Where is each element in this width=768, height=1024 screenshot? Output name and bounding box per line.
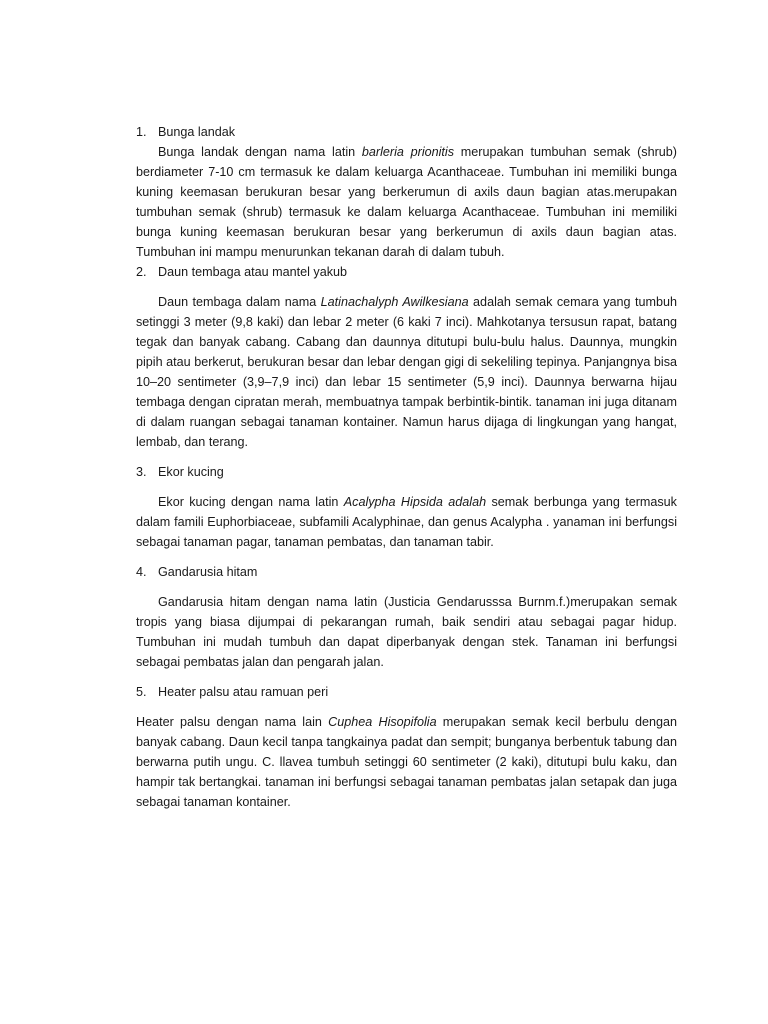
list-item-heading: Daun tembaga atau mantel yakub: [158, 265, 348, 279]
spacer: [136, 582, 677, 592]
list-item-number: 5.: [136, 685, 147, 699]
list-item-number: 1.: [136, 125, 147, 139]
list-item-number: 3.: [136, 465, 147, 479]
paragraph-text: Heater palsu dengan nama lain: [136, 715, 329, 729]
paragraph: [136, 142, 677, 262]
spacer: [136, 282, 677, 292]
spacer: [136, 672, 677, 682]
paragraph: [136, 592, 677, 672]
spacer: [136, 452, 677, 462]
paragraph-text: adalah semak cemara yang tumbuh setinggi 3 meter (9,8 kaki) dan lebar 2 meter (6 kaki 7 inci). Mahkotanya tersusun rapat, batang tegak dan banyak cabang. Cabang dan daunnya ditutupi bulu-bulu halus. Daunnya, mungkin pipih atau berkerut, berukuran besar dan lebar dengan gigi di sekeliling tepinya. Panjangnya bisa 10–20 sentimeter (3,9–7,9 inci) dan lebar 15 sentimeter (5,9 inci). Daunnya berwarna hijau tembaga dengan cipratan merah, membuatnya tampak berbintik-bintik. tanaman ini juga ditanam di dalam ruangan sebagai tanaman kontainer. Namun harus dijaga di lingkungan yang hangat, lembab, dan terang.: [136, 295, 678, 449]
paragraph-text: semak berbunga yang termasuk dalam famili Euphorbiaceae, subfamili Acalyphinae, dan genus Acalypha . yanaman ini berfungsi sebagai tanaman pagar, tanaman pembatas, dan tanaman tabir.: [136, 495, 677, 549]
latin-name: Acalypha Hipsida adalah: [343, 495, 487, 509]
list-item-title: [136, 262, 677, 282]
paragraph-text: Ekor kucing dengan nama latin: [158, 495, 344, 509]
paragraph-text: Daun tembaga dalam nama: [158, 295, 321, 309]
spacer: [136, 552, 677, 562]
list-item-title: [136, 462, 677, 482]
paragraph-text: Bunga landak dengan nama latin: [158, 145, 362, 159]
paragraph-text: merupakan tumbuhan semak (shrub) berdiameter 7-10 cm termasuk ke dalam keluarga Acanthaceae. Tumbuhan ini memiliki bunga kuning keemasan berukuran besar yang berkerumun di axils daun bagian atas.merupakan tumbuhan semak (shrub) termasuk ke dalam keluarga Acanthaceae. Tumbuhan ini memiliki bunga kuning keemasan berukuran besar yang berkerumun di axils daun bagian atas. Tumbuhan ini mampu menurunkan tekanan darah di dalam tubuh.: [136, 145, 677, 259]
list-item-heading: Heater palsu atau ramuan peri: [158, 685, 329, 699]
paragraph: [136, 492, 677, 552]
latin-name: barleria prionitis: [361, 145, 455, 159]
list-item-heading: Gandarusia hitam: [158, 565, 258, 579]
paragraph-text: merupakan semak kecil berbulu dengan banyak cabang. Daun kecil tanpa tangkainya padat dan sempit; bunganya berbentuk tabung dan berwarna putih ungu. C. llavea tumbuh setinggi 60 sentimeter (2 kaki), ditutupi bulu kaku, dan hampir tak bertangkai. tanaman ini berfungsi sebagai tanaman pembatas jalan setapak dan juga sebagai tanaman kontainer.: [136, 715, 677, 809]
list-item-heading: Bunga landak: [158, 125, 236, 139]
list-item-number: 2.: [136, 265, 147, 279]
spacer: [136, 482, 677, 492]
list-item-number: 4.: [136, 565, 147, 579]
paragraph: [136, 292, 677, 452]
paragraph-text: Gandarusia hitam dengan nama latin (Justicia Gendarusssa Burnm.f.)merupakan semak tropis yang biasa dijumpai di pekarangan rumah, baik sendiri atau sebagai pagar hidup. Tumbuhan ini mudah tumbuh dan dapat diperbanyak dengan stek. Tanaman ini berfungsi sebagai pembatas jalan dan pengarah jalan.: [136, 595, 677, 669]
latin-name: Cuphea Hisopifolia: [328, 715, 437, 729]
list-item-title: [136, 682, 677, 702]
spacer: [136, 702, 677, 712]
document-page: [136, 122, 677, 812]
list-item-title: [136, 122, 677, 142]
paragraph: [136, 712, 677, 812]
latin-name: Latinachalyph Awilkesiana: [320, 295, 469, 309]
list-item-title: [136, 562, 677, 582]
list-item-heading: Ekor kucing: [158, 465, 224, 479]
